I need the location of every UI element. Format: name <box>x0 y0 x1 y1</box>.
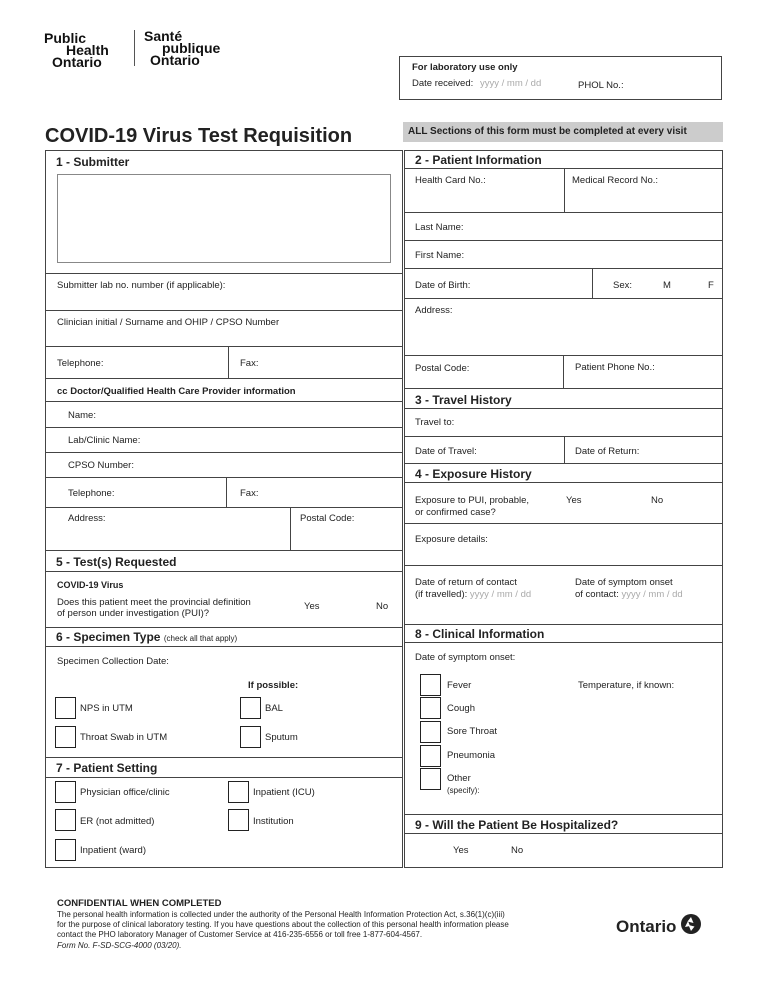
return-contact-label: (if travelled): <box>415 589 468 600</box>
return-contact-line1: Date of return of contact <box>415 577 517 588</box>
symptom-onset-contact-placeholder[interactable]: yyyy / mm / dd <box>621 589 683 600</box>
institution-label: Institution <box>253 816 294 827</box>
hospitalized-no-option[interactable]: No <box>511 845 524 856</box>
sore-throat-label: Sore Throat <box>447 726 497 737</box>
specimen-heading-note: (check all that apply) <box>163 634 238 643</box>
health-card-label: Health Card No.: <box>415 175 486 186</box>
logo-line-health: Health <box>66 42 109 58</box>
first-name-label: First Name: <box>415 250 465 261</box>
hospitalized-heading: 9 - Will the Patient Be Hospitalized? <box>415 818 619 832</box>
lab-use-title: For laboratory use only <box>412 62 518 73</box>
other-specify-label: (specify): <box>447 786 480 795</box>
pui-no-option[interactable]: No <box>376 601 389 612</box>
logo-line-ontario: Ontario <box>52 54 102 70</box>
submitter-lab-no-label: Submitter lab no. number (if applicable): <box>57 280 226 291</box>
medical-record-label: Medical Record No.: <box>572 175 659 186</box>
symptom-onset-contact-label: of contact: <box>575 589 619 600</box>
sex-f-option[interactable]: F <box>708 280 714 291</box>
pneumonia-label: Pneumonia <box>447 750 496 761</box>
clinician-label: Clinician initial / Surname and OHIP / CPSO Number <box>57 317 280 328</box>
trillium-icon <box>680 913 702 940</box>
pui-yes-option[interactable]: Yes <box>304 601 320 612</box>
dob-label: Date of Birth: <box>415 280 471 291</box>
submitter-heading: 1 - Submitter <box>56 155 130 169</box>
date-received-label: Date received: <box>412 78 474 89</box>
return-contact-placeholder[interactable]: yyyy / mm / dd <box>469 589 532 600</box>
er-checkbox[interactable] <box>55 809 76 831</box>
cough-label: Cough <box>447 703 475 714</box>
logo-divider <box>134 30 135 66</box>
nps-label: NPS in UTM <box>80 703 133 714</box>
throat-swab-checkbox[interactable] <box>55 726 76 748</box>
patient-address-label: Address: <box>415 305 453 316</box>
other-checkbox[interactable] <box>420 768 441 790</box>
ontario-logo <box>616 913 702 940</box>
cough-checkbox[interactable] <box>420 697 441 719</box>
travel-to-label: Travel to: <box>415 417 455 428</box>
tests-heading: 5 - Test(s) Requested <box>56 555 177 569</box>
bal-checkbox[interactable] <box>240 697 261 719</box>
submitter-address-field[interactable] <box>57 174 391 263</box>
symptom-onset-contact-line2 <box>575 589 683 600</box>
phol-no-label: PHOL No.: <box>578 80 624 91</box>
cc-cpso-label: CPSO Number: <box>68 460 134 471</box>
date-of-travel-label: Date of Travel: <box>415 446 477 457</box>
sore-throat-checkbox[interactable] <box>420 721 441 743</box>
notice-text: ALL Sections of this form must be completed at every visit <box>408 126 687 137</box>
cc-lab-clinic-label: Lab/Clinic Name: <box>68 435 141 446</box>
throat-swab-label: Throat Swab in UTM <box>80 732 168 743</box>
temperature-label: Temperature, if known: <box>578 680 675 691</box>
institution-checkbox[interactable] <box>228 809 249 831</box>
exposure-question-line2: or confirmed case? <box>415 507 496 518</box>
physician-office-label: Physician office/clinic <box>80 787 170 798</box>
cc-postal-label: Postal Code: <box>300 513 355 524</box>
patient-postal-label: Postal Code: <box>415 363 470 374</box>
logo-line-ontario-fr: Ontario <box>150 52 200 68</box>
sputum-label: Sputum <box>265 732 298 743</box>
fever-checkbox[interactable] <box>420 674 441 696</box>
cc-heading: cc Doctor/Qualified Health Care Provider information <box>57 386 296 397</box>
specimen-collection-date-label: Specimen Collection Date: <box>57 656 169 667</box>
return-contact-line2 <box>415 589 531 600</box>
specimen-heading <box>56 630 237 644</box>
last-name-label: Last Name: <box>415 222 464 233</box>
form-number: Form No. F-SD-SCG-4000 (03/20). <box>57 941 182 950</box>
travel-heading: 3 - Travel History <box>415 393 512 407</box>
submitter-telephone-label: Telephone: <box>57 358 104 369</box>
inpatient-ward-label: Inpatient (ward) <box>80 845 147 856</box>
submitter-fax-label: Fax: <box>240 358 259 369</box>
er-label: ER (not admitted) <box>80 816 155 827</box>
footer-line3: contact the PHO laboratory Manager of Customer Service at 416-235-6556 or toll free 1-877-604-4567. <box>57 930 423 939</box>
pui-question-line2: of person under investigation (PUI)? <box>57 608 210 619</box>
symptom-onset-label: Date of symptom onset: <box>415 652 516 663</box>
pneumonia-checkbox[interactable] <box>420 745 441 767</box>
ontario-wordmark: Ontario <box>616 916 677 936</box>
footer-line2: for the purpose of clinical laboratory testing. If you have questions about the collection of this personal health information please <box>57 920 509 929</box>
if-possible-label: If possible: <box>248 680 299 691</box>
cc-address-label: Address: <box>68 513 106 524</box>
other-label: Other <box>447 773 471 784</box>
sex-label: Sex: <box>613 280 633 291</box>
symptom-onset-contact-line1: Date of symptom onset <box>575 577 673 588</box>
exposure-heading: 4 - Exposure History <box>415 467 532 481</box>
pui-question-line1: Does this patient meet the provincial definition <box>57 597 251 608</box>
exposure-question-line1: Exposure to PUI, probable, <box>415 495 530 506</box>
cc-name-label: Name: <box>68 410 96 421</box>
covid-virus-label: COVID-19 Virus <box>57 580 124 590</box>
clinical-heading: 8 - Clinical Information <box>415 627 545 641</box>
nps-checkbox[interactable] <box>55 697 76 719</box>
sputum-checkbox[interactable] <box>240 726 261 748</box>
cc-telephone-label: Telephone: <box>68 488 115 499</box>
patient-heading: 2 - Patient Information <box>415 153 542 167</box>
date-received-placeholder[interactable]: yyyy / mm / dd <box>480 78 542 89</box>
bal-label: BAL <box>265 703 283 714</box>
sex-m-option[interactable]: M <box>663 280 671 291</box>
date-of-return-label: Date of Return: <box>575 446 640 457</box>
logo-line-public: Public <box>44 30 87 46</box>
inpatient-icu-checkbox[interactable] <box>228 781 249 803</box>
fever-label: Fever <box>447 680 472 691</box>
setting-heading: 7 - Patient Setting <box>56 761 158 775</box>
confidential-label: CONFIDENTIAL WHEN COMPLETED <box>57 898 222 909</box>
footer-line1: The personal health information is collected under the authority of the Personal Health Information Protection Act, s.36(1)(c)(iii) <box>57 910 505 919</box>
exposure-no-option[interactable]: No <box>651 495 664 506</box>
inpatient-ward-checkbox[interactable] <box>55 839 76 861</box>
logo-line-sante: Santé <box>144 28 183 44</box>
exposure-details-label: Exposure details: <box>415 534 488 545</box>
hospitalized-yes-option[interactable]: Yes <box>453 845 469 856</box>
form-title: COVID-19 Virus Test Requisition <box>45 125 353 147</box>
exposure-yes-option[interactable]: Yes <box>566 495 582 506</box>
specimen-heading-text: 6 - Specimen Type <box>56 630 161 644</box>
logo-line-publique: publique <box>162 40 221 56</box>
cc-fax-label: Fax: <box>240 488 259 499</box>
physician-office-checkbox[interactable] <box>55 781 76 803</box>
pho-logo <box>44 32 109 68</box>
inpatient-icu-label: Inpatient (ICU) <box>253 787 315 798</box>
patient-phone-label: Patient Phone No.: <box>575 362 655 373</box>
pho-logo-fr <box>144 30 220 66</box>
